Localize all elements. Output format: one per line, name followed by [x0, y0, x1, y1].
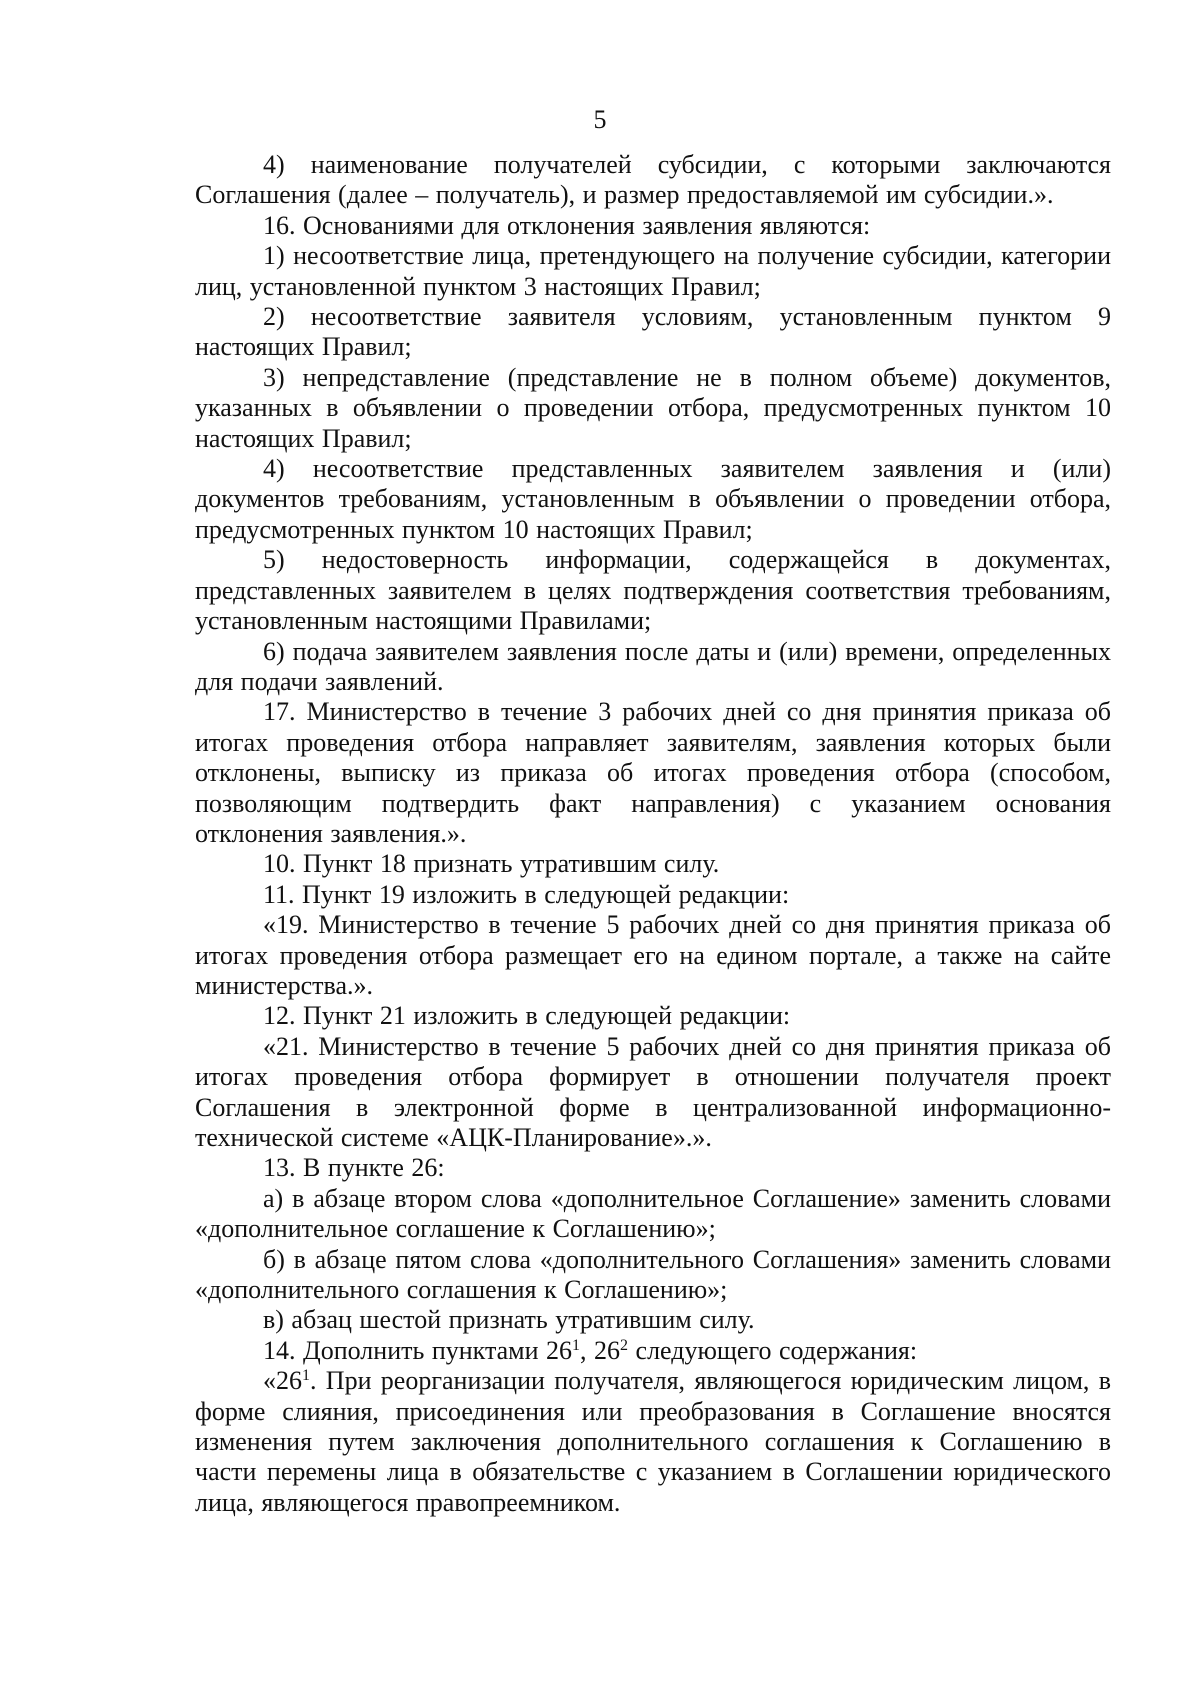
superscript: 2: [620, 1336, 629, 1354]
superscript: 1: [302, 1367, 310, 1385]
text-run: , 26: [580, 1335, 621, 1365]
text-run: следующего содержания:: [628, 1335, 918, 1365]
paragraph: 6) подача заявителем заявления после даты и (или) времени, определенных для подачи заявлений.: [195, 636, 1111, 696]
paragraph: 1) несоответствие лица, претендующего на получение субсидии, категории лиц, установленной пунктом 3 настоящих Правил;: [195, 241, 1111, 301]
paragraph: «19. Министерство в течение 5 рабочих дней со дня принятия приказа об итогах проведения отбора размещает его на едином портале, а также на сайте министерства.».: [195, 910, 1111, 1000]
paragraph: в) абзац шестой признать утратившим силу.: [263, 1305, 755, 1335]
paragraph-with-superscript: [195, 1366, 1111, 1518]
paragraph: «21. Министерство в течение 5 рабочих дней со дня принятия приказа об итогах проведения отбора формирует в отношении получателя проект Соглашения в электронной форме в централизованной информационно-технической системе «АЦК-Планирование».».: [195, 1031, 1111, 1152]
paragraph: 10. Пункт 18 признать утратившим силу.: [263, 849, 720, 879]
paragraph: 4) несоответствие представленных заявителем заявления и (или) документов требованиям, установленным в объявлении о проведении отбора, предусмотренных пунктом 10 настоящих Правил;: [195, 454, 1111, 544]
superscript: 1: [572, 1336, 581, 1354]
paragraph: 16. Основаниями для отклонения заявления являются:: [263, 210, 871, 240]
paragraph-with-superscripts: [195, 1336, 1111, 1366]
paragraph: 3) непредставление (представление не в полном объеме) документов, указанных в объявлении о проведении отбора, предусмотренных пунктом 10 настоящих Правил;: [195, 362, 1111, 453]
paragraph: 4) наименование получателей субсидии, с которыми заключаются Соглашения (далее – получатель), и размер предоставляемой им субсидии.».: [195, 150, 1111, 210]
paragraph: 13. В пункте 26:: [263, 1153, 445, 1183]
paragraph: а) в абзаце втором слова «дополнительное Соглашение» заменить словами «дополнительное соглашение к Соглашению»;: [195, 1183, 1111, 1244]
paragraph: 12. Пункт 21 изложить в следующей редакции:: [263, 1001, 791, 1031]
paragraph: 17. Министерство в течение 3 рабочих дней со дня принятия приказа об итогах проведения отбора направляет заявителям, заявления которых были отклонены, выписку из приказа об итогах проведения отбора (способом, позволяющим подтвердить факт направления) с указанием основания отклонения заявления.».: [195, 697, 1111, 848]
paragraph: 2) несоответствие заявителя условиям, установленным пунктом 9 настоящих Правил;: [195, 302, 1111, 362]
page-number: 5: [593, 105, 607, 134]
document-body: [195, 150, 1111, 1518]
text-run: «26: [263, 1366, 302, 1396]
paragraph: б) в абзаце пятом слова «дополнительного Соглашения» заменить словами «дополнительного соглашения к Соглашению»;: [195, 1244, 1111, 1305]
paragraph: 5) недостоверность информации, содержащейся в документах, представленных заявителем в целях подтверждения соответствия требованиям, установленным настоящими Правилами;: [195, 545, 1111, 636]
text-run: 14. Дополнить пунктами 26: [263, 1335, 573, 1365]
text-run: . При реорганизации получателя, являющегося юридическим лицом, в форме слияния, присоединения или преобразования в Соглашение вносятся изменения путем заключения дополнительного соглашения к Соглашению в части перемены лица в обязательстве с указанием в Соглашении юридического лица, являющегося правопреемником.: [195, 1366, 1111, 1517]
paragraph: 11. Пункт 19 изложить в следующей редакции:: [263, 879, 790, 909]
